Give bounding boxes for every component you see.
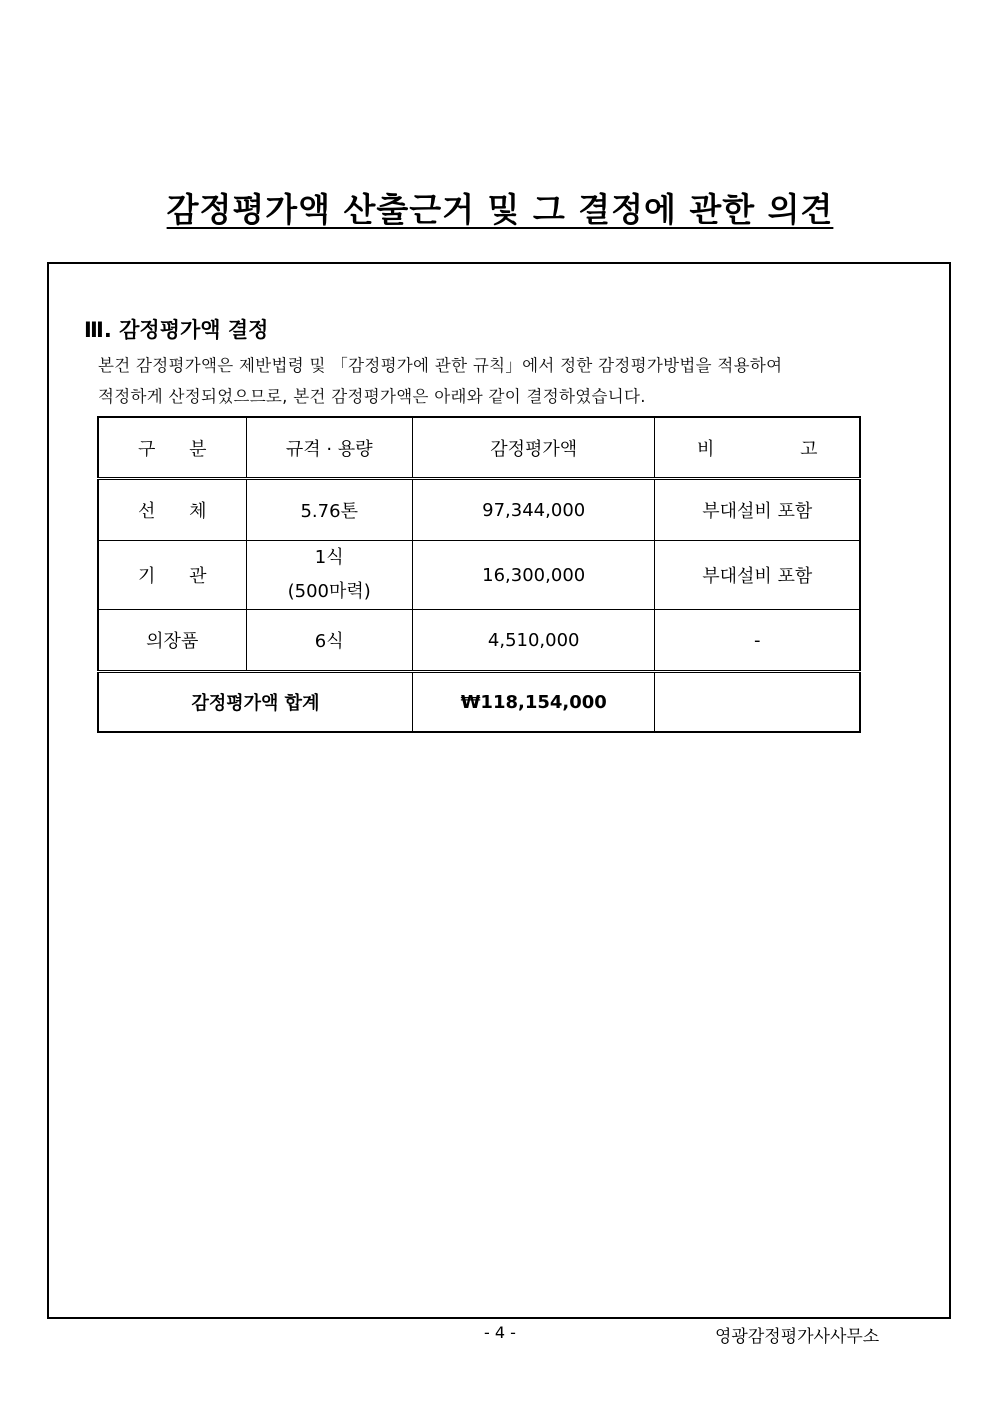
header-amount: 감정평가액 (412, 417, 655, 479)
total-label: 감정평가액 합계 (98, 672, 412, 733)
office-name: 영광감정평가사사무소 (715, 1327, 880, 1347)
row-spec-line-1: 1식 (314, 547, 344, 568)
table-row (98, 541, 860, 610)
row-item: 의장품 (98, 610, 246, 672)
total-amount: ₩118,154,000 (412, 672, 655, 733)
row-item: 기 관 (98, 541, 246, 610)
row-spec: 5.76톤 (246, 479, 412, 541)
valuation-table (97, 416, 861, 733)
table-row (98, 610, 860, 672)
row-amount: 4,510,000 (412, 610, 655, 672)
row-amount: 16,300,000 (412, 541, 655, 610)
row-spec (246, 541, 412, 610)
header-note: 비 고 (655, 417, 860, 479)
paragraph-line-2: 적정하게 산정되었으므로, 본건 감정평가액은 아래와 같이 결정하였습니다. (98, 387, 646, 406)
table-total-row (98, 672, 860, 733)
row-spec: 6식 (246, 610, 412, 672)
paragraph-line-1: 본건 감정평가액은 제반법령 및 「감정평가에 관한 규칙」에서 정한 감정평가방법을 적용하여 (98, 356, 783, 375)
row-spec-line-2: (500마력) (287, 581, 371, 602)
table-row (98, 479, 860, 541)
document-title (0, 184, 1000, 231)
row-amount: 97,344,000 (412, 479, 655, 541)
total-note (655, 672, 860, 733)
row-note: - (655, 610, 860, 672)
header-spec: 규격 · 용량 (246, 417, 412, 479)
document-title-text: 감정평가액 산출근거 및 그 결정에 관한 의견 (166, 190, 834, 229)
row-note: 부대설비 포함 (655, 541, 860, 610)
table-header-row (98, 417, 860, 479)
header-category: 구 분 (98, 417, 246, 479)
page-number: - 4 - (484, 1323, 516, 1342)
row-note: 부대설비 포함 (655, 479, 860, 541)
section-heading: Ⅲ. 감정평가액 결정 (84, 318, 269, 342)
row-item: 선 체 (98, 479, 246, 541)
